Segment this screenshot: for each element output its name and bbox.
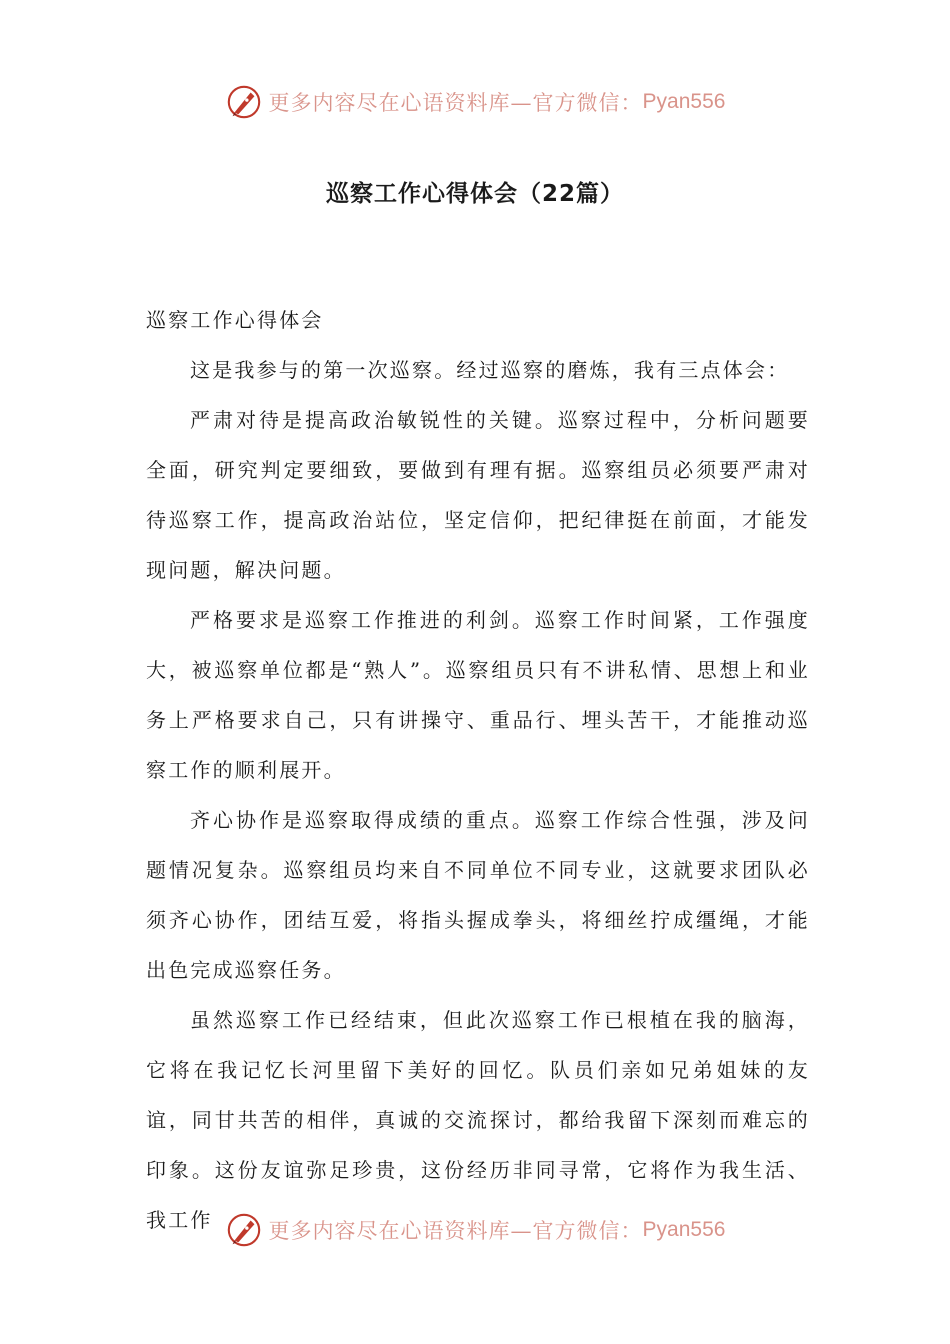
pen-nib-logo-icon xyxy=(225,1211,263,1249)
pen-nib-logo-icon xyxy=(225,83,263,121)
banner-wechat-id: Pyan556 xyxy=(642,90,726,113)
section-heading: 巡察工作心得体会 xyxy=(146,308,324,332)
document-body xyxy=(146,295,810,1245)
banner-wechat-id: Pyan556 xyxy=(642,1218,726,1241)
paragraph: 严格要求是巡察工作推进的利剑。巡察工作时间紧，工作强度大，被巡察单位都是“熟人”。巡察组员只有不讲私情、思想上和业务上严格要求自己，只有讲操守、重品行、埋头苦干，才能推动巡察工作的顺利展开。 xyxy=(146,608,810,782)
paragraph: 这是我参与的第一次巡察。经过巡察的磨炼，我有三点体会： xyxy=(190,358,790,382)
document-title: 巡察工作心得体会（22篇） xyxy=(325,181,624,207)
banner-text: 更多内容尽在心语资料库—官方微信： xyxy=(268,91,643,115)
footer-banner xyxy=(0,1208,950,1252)
banner-text: 更多内容尽在心语资料库—官方微信： xyxy=(268,1219,643,1243)
header-banner xyxy=(0,80,950,124)
paragraph: 齐心协作是巡察取得成绩的重点。巡察工作综合性强，涉及问题情况复杂。巡察组员均来自不同单位不同专业，这就要求团队必须齐心协作，团结互爱，将指头握成拳头，将细丝拧成缰绳，才能出色完成巡察任务。 xyxy=(146,808,810,982)
paragraph: 严肃对待是提高政治敏锐性的关键。巡察过程中，分析问题要全面，研究判定要细致，要做到有理有据。巡察组员必须要严肃对待巡察工作，提高政治站位，坚定信仰，把纪律挺在前面，才能发现问题，解决问题。 xyxy=(146,408,810,582)
paragraph: 虽然巡察工作已经结束，但此次巡察工作已根植在我的脑海，它将在我记忆长河里留下美好的回忆。队员们亲如兄弟姐妹的友谊，同甘共苦的相伴，真诚的交流探讨，都给我留下深刻而难忘的印象。这份友谊弥足珍贵，这份经历非同寻常，它将作为我生活、我工作 xyxy=(146,1008,810,1232)
